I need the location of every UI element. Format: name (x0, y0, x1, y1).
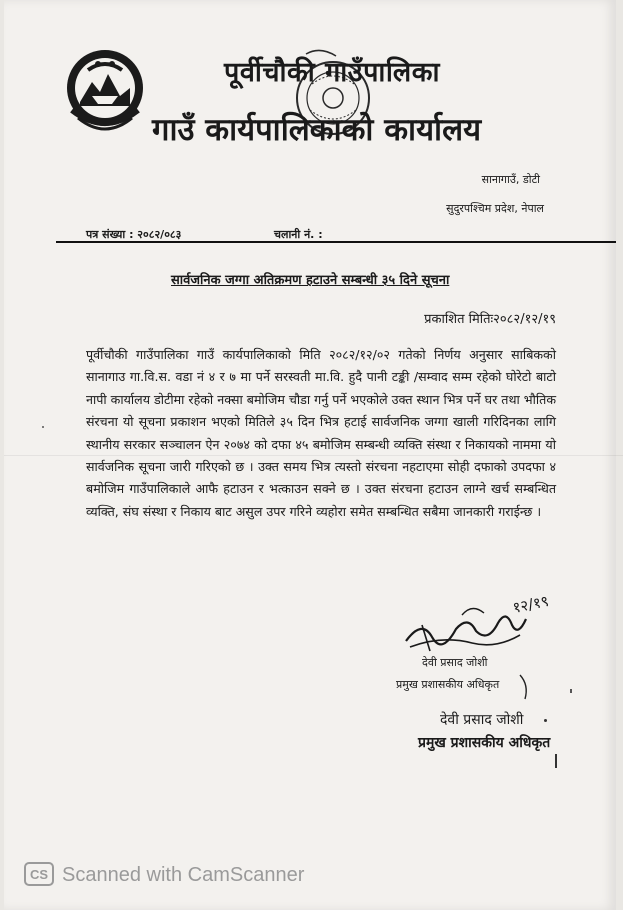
notice-subject: सार्वजनिक जग्गा अतिक्रमण हटाउने सम्बन्धी ३५ दिने सूचना (171, 273, 450, 288)
address-line-2: सुदुरपश्चिम प्रदेश, नेपाल (446, 202, 544, 215)
municipality-title: पूर्वीचौकी गाउँपालिका (224, 57, 440, 88)
camscanner-logo-icon (24, 862, 54, 886)
header-divider (56, 241, 616, 243)
scan-speck (42, 426, 44, 428)
camscanner-watermark: Scanned with CamScanner (62, 864, 305, 886)
letter-number: पत्र संख्या : २०८२/०८३ (86, 228, 182, 241)
pen-dot (544, 719, 547, 722)
signer-name: देवी प्रसाद जोशी (422, 656, 488, 669)
pen-mark (570, 689, 572, 693)
signature-date: १२/१९ (511, 591, 551, 617)
published-date: प्रकाशित मितिः२०८२/१२/१९ (424, 312, 556, 327)
dispatch-number: चलानी नं. : (274, 228, 323, 241)
notice-body: पूर्वीचौकी गाउँपालिका गाउँ कार्यपालिकाको मिति २०८२/१२/०२ गतेको निर्णय अनुसार साबिकको सानागाउ गा.वि.स. वडा नं ४ र ७ मा पर्ने सरस्वती मा.वि. हुदै पानी टङ्की /सम्वाद सम्म रहेको घोरेटो बाटो नापी कार्यालय डोटीमा रहेको नक्सा बमोजिम चौडा गर्नु पर्ने भएकोले उक्त स्थान भित्र पर्ने घर तथा भौतिक संरचना यो सूचना प्रकाशन भएको मितिले ३५ दिन भित्र हटाई सार्वजनिक जग्गा खाली गरिदिनका लागि स्थानीय सरकार सञ्चालन ऐन २०७४ को दफा ४५ बमोजिम सम्बन्धी व्यक्ति संस्था र निकायको नाममा यो सार्वजनिक सूचना जारी गरिएको छ । उक्त समय भित्र त्यस्तो संरचना नहटाएमा सोही दफाको उपदफा ४ बमोजिम गाउँपालिकाले आफै हटाउन र भत्काउन सक्ने छ । उक्त संरचना हटाउन लाग्ने खर्च सम्बन्धित व्यक्ति, संघ संस्था र निकाय बाट असुल उपर गरिने व्यहोरा समेत सम्बन्धित सबैमा जानकारी गराईन्छ । (86, 347, 557, 519)
signer-title: प्रमुख प्रशासकीय अधिकृत (396, 678, 500, 691)
typed-signer-title: प्रमुख प्रशासकीय अधिकृत (418, 735, 551, 751)
address-line-1: सानागाउँ, डोटी (481, 173, 540, 186)
nepal-emblem-icon (62, 44, 148, 140)
signature-bracket (519, 673, 531, 701)
camscanner-badge-text: CS (29, 867, 49, 882)
typed-signer-name: देवी प्रसाद जोशी (440, 712, 524, 728)
pen-mark (555, 754, 557, 768)
letter-page (4, 0, 616, 910)
office-title: गाउँ कार्यपालिकाको कार्यालय (152, 112, 482, 148)
